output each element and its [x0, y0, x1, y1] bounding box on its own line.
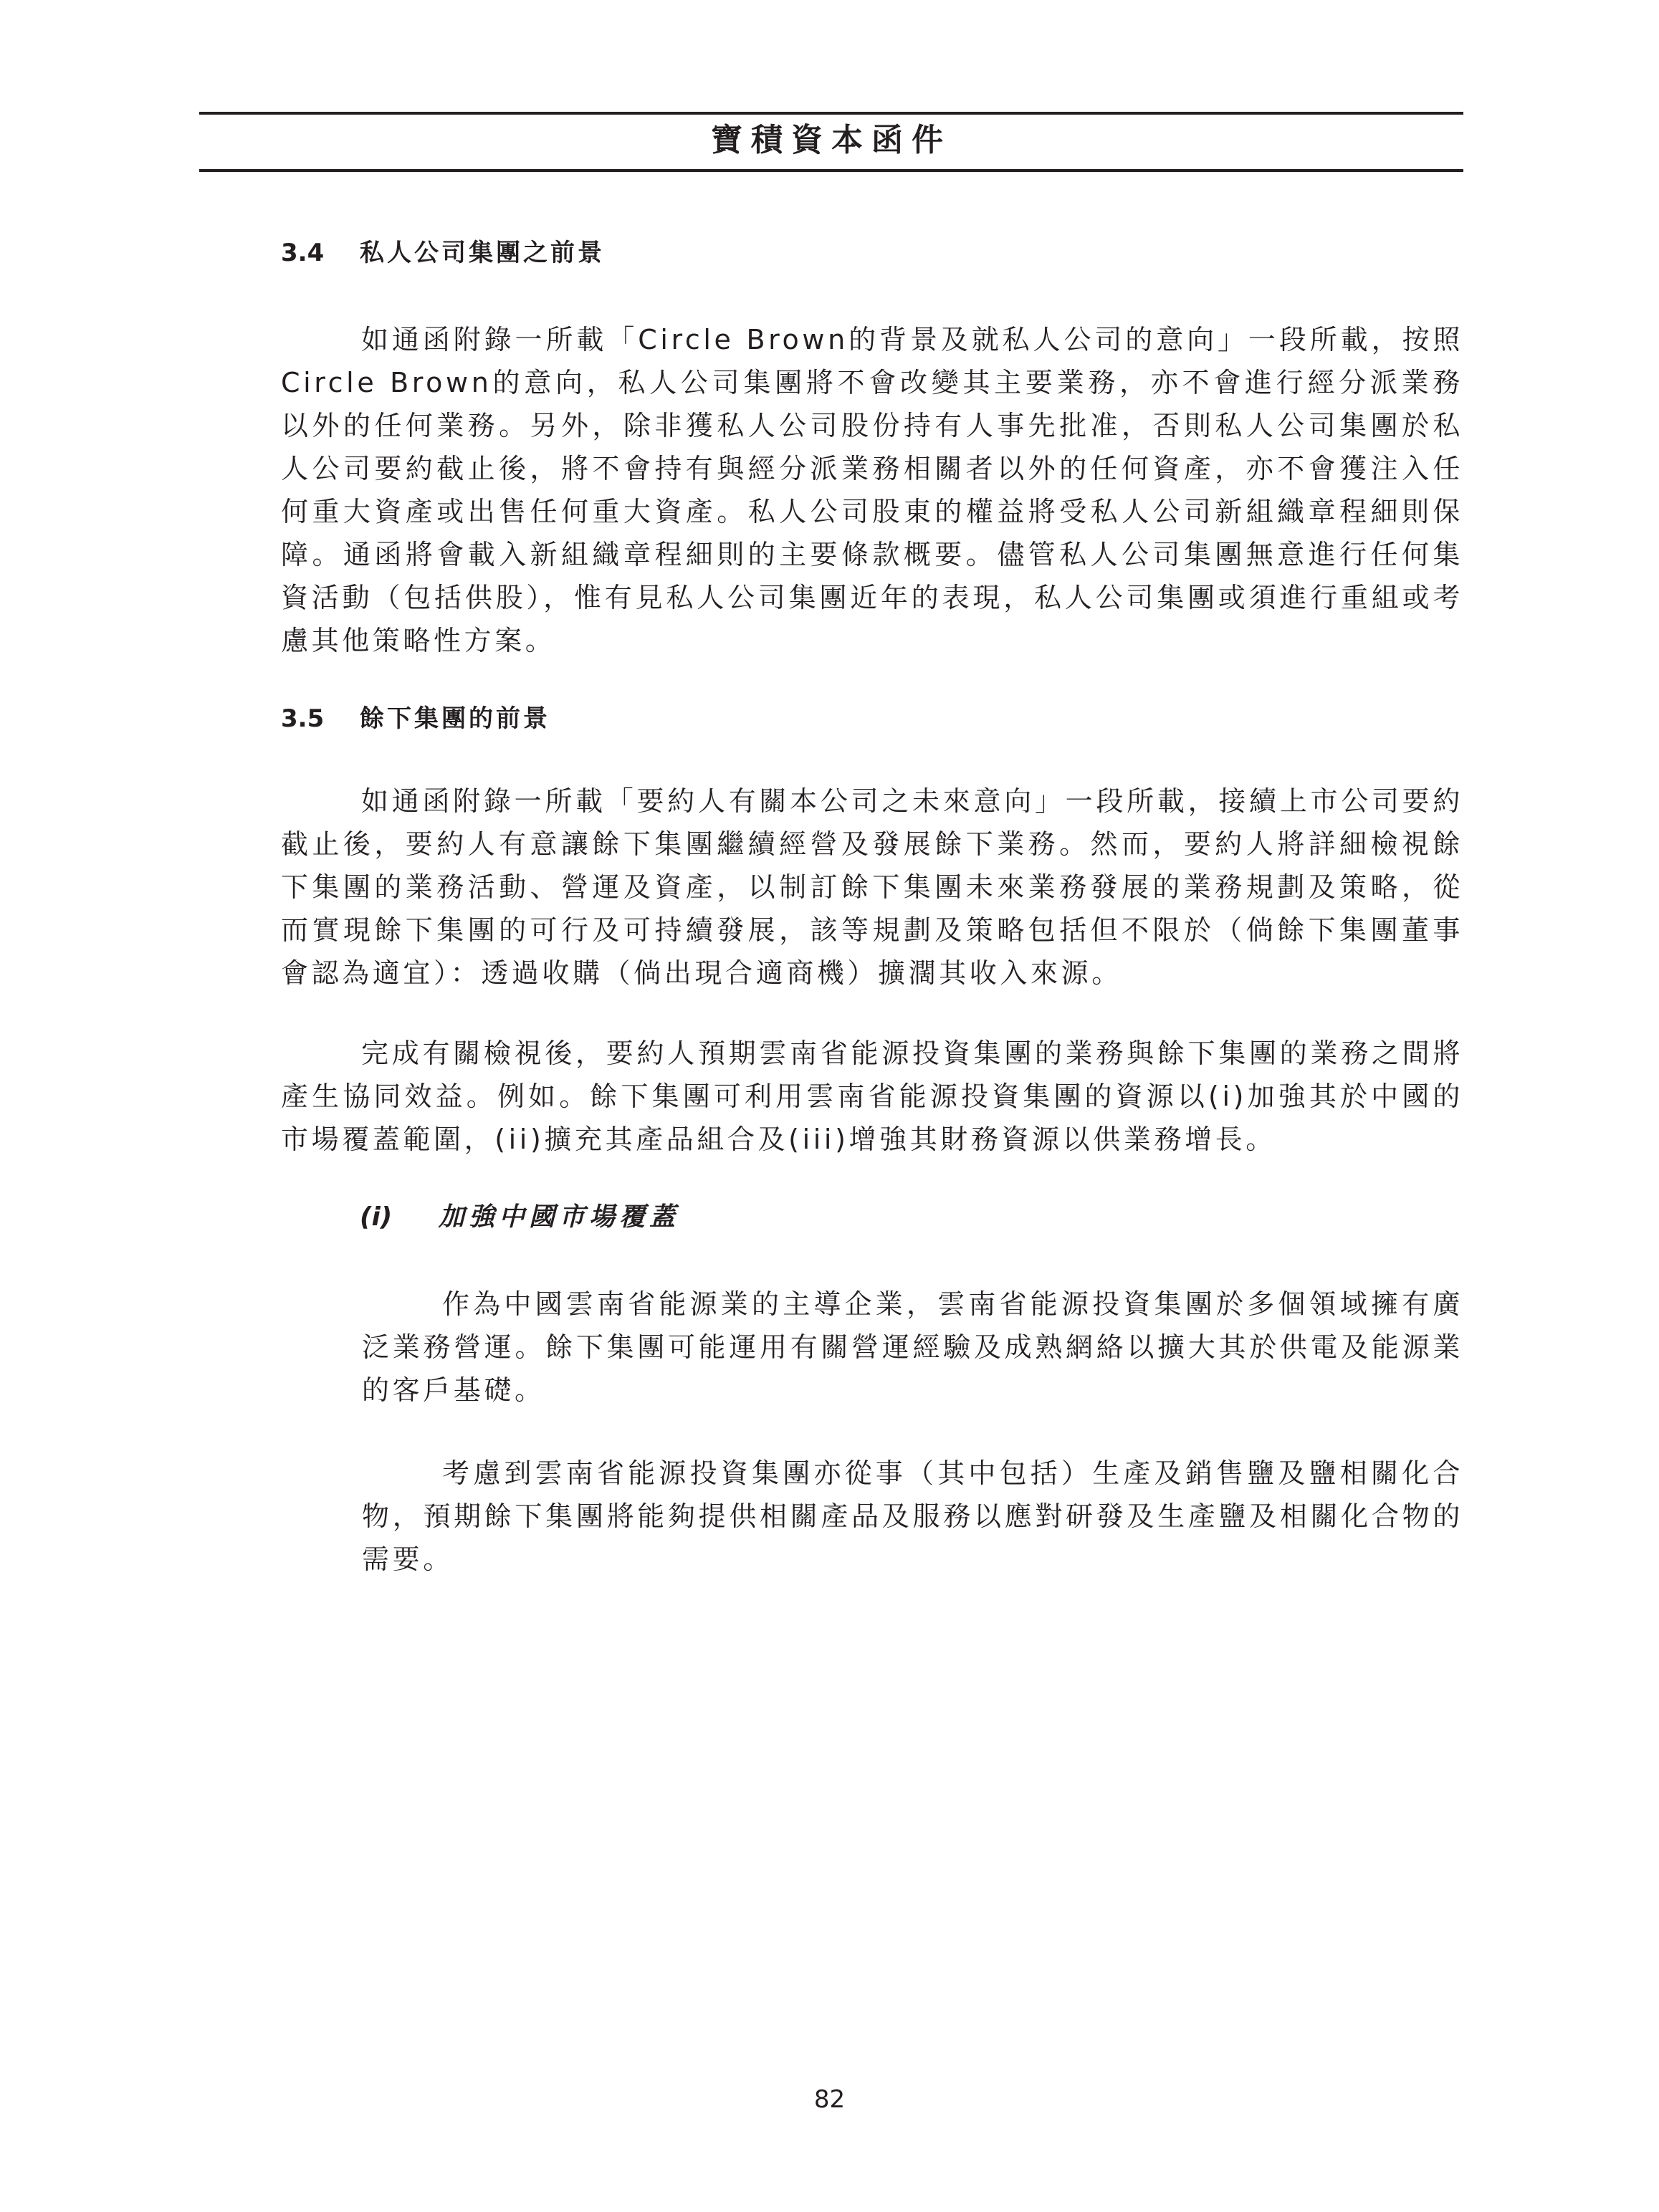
section-3-5-paragraph-1: 如通函附錄一所載「要約人有關本公司之未來意向」一段所載，接續上市公司要約截止後，要約人有意讓餘下集團繼續經營及發展餘下業務。然而，要約人將詳細檢視餘下集團的業務活動、營運及資產，以制訂餘下集團未來業務發展的業務規劃及策略，從而實現餘下集團的可行及可持續發展，該等規劃及策略包括但不限於（倘餘下集團董事會認為適宜）：透過收購（倘出現合適商機）擴濶其收入來源。	[281, 785, 1463, 989]
section-3-4-title: 私人公司集團之前景	[360, 239, 605, 267]
section-3-4-heading	[281, 236, 605, 269]
page-header-title: 寶積資本函件	[711, 122, 952, 158]
subsection-i-number: (i)	[360, 1202, 393, 1232]
page-number: 82	[813, 2085, 846, 2114]
subsection-i-paragraph-2: 考慮到雲南省能源投資集團亦從事（其中包括）生產及銷售鹽及鹽相關化合物，預期餘下集團將能夠提供相關產品及服務以應對研發及生產鹽及相關化合物的需要。	[362, 1457, 1463, 1575]
section-3-5-number: 3.5	[281, 704, 325, 733]
header-top-rule	[199, 112, 1463, 115]
header-bottom-rule	[199, 169, 1463, 172]
section-3-5-heading	[281, 702, 550, 735]
subsection-i-title: 加強中國市場覆蓋	[439, 1202, 680, 1232]
section-3-4-paragraph: 如通函附錄一所載「Circle Brown的背景及就私人公司的意向」一段所載，按照Circle Brown的意向，私人公司集團將不會改變其主要業務，亦不會進行經分派業務以外的任何業務。另外，除非獲私人公司股份持有人事先批准，否則私人公司集團於私人公司要約截止後，將不會持有與經分派業務相關者以外的任何資產，亦不會獲注入任何重大資產或出售任何重大資產。私人公司股東的權益將受私人公司新組織章程細則保障。通函將會載入新組織章程細則的主要條款概要。儘管私人公司集團無意進行任何集資活動（包括供股），惟有見私人公司集團近年的表現，私人公司集團或須進行重組或考慮其他策略性方案。	[281, 324, 1463, 656]
subsection-i-heading	[360, 1201, 679, 1234]
subsection-i-paragraph-1: 作為中國雲南省能源業的主導企業，雲南省能源投資集團於多個領域擁有廣泛業務營運。餘下集團可能運用有關營運經驗及成熟網絡以擴大其於供電及能源業的客戶基礎。	[362, 1288, 1463, 1406]
section-3-5-paragraph-2: 完成有關檢視後，要約人預期雲南省能源投資集團的業務與餘下集團的業務之間將產生協同效益。例如。餘下集團可利用雲南省能源投資集團的資源以(i)加強其於中國的市場覆蓋範圍，(ii)擴充其產品組合及(iii)增強其財務資源以供業務增長。	[281, 1038, 1463, 1155]
section-3-4-number: 3.4	[281, 239, 325, 267]
section-3-5-title: 餘下集團的前景	[360, 704, 550, 733]
